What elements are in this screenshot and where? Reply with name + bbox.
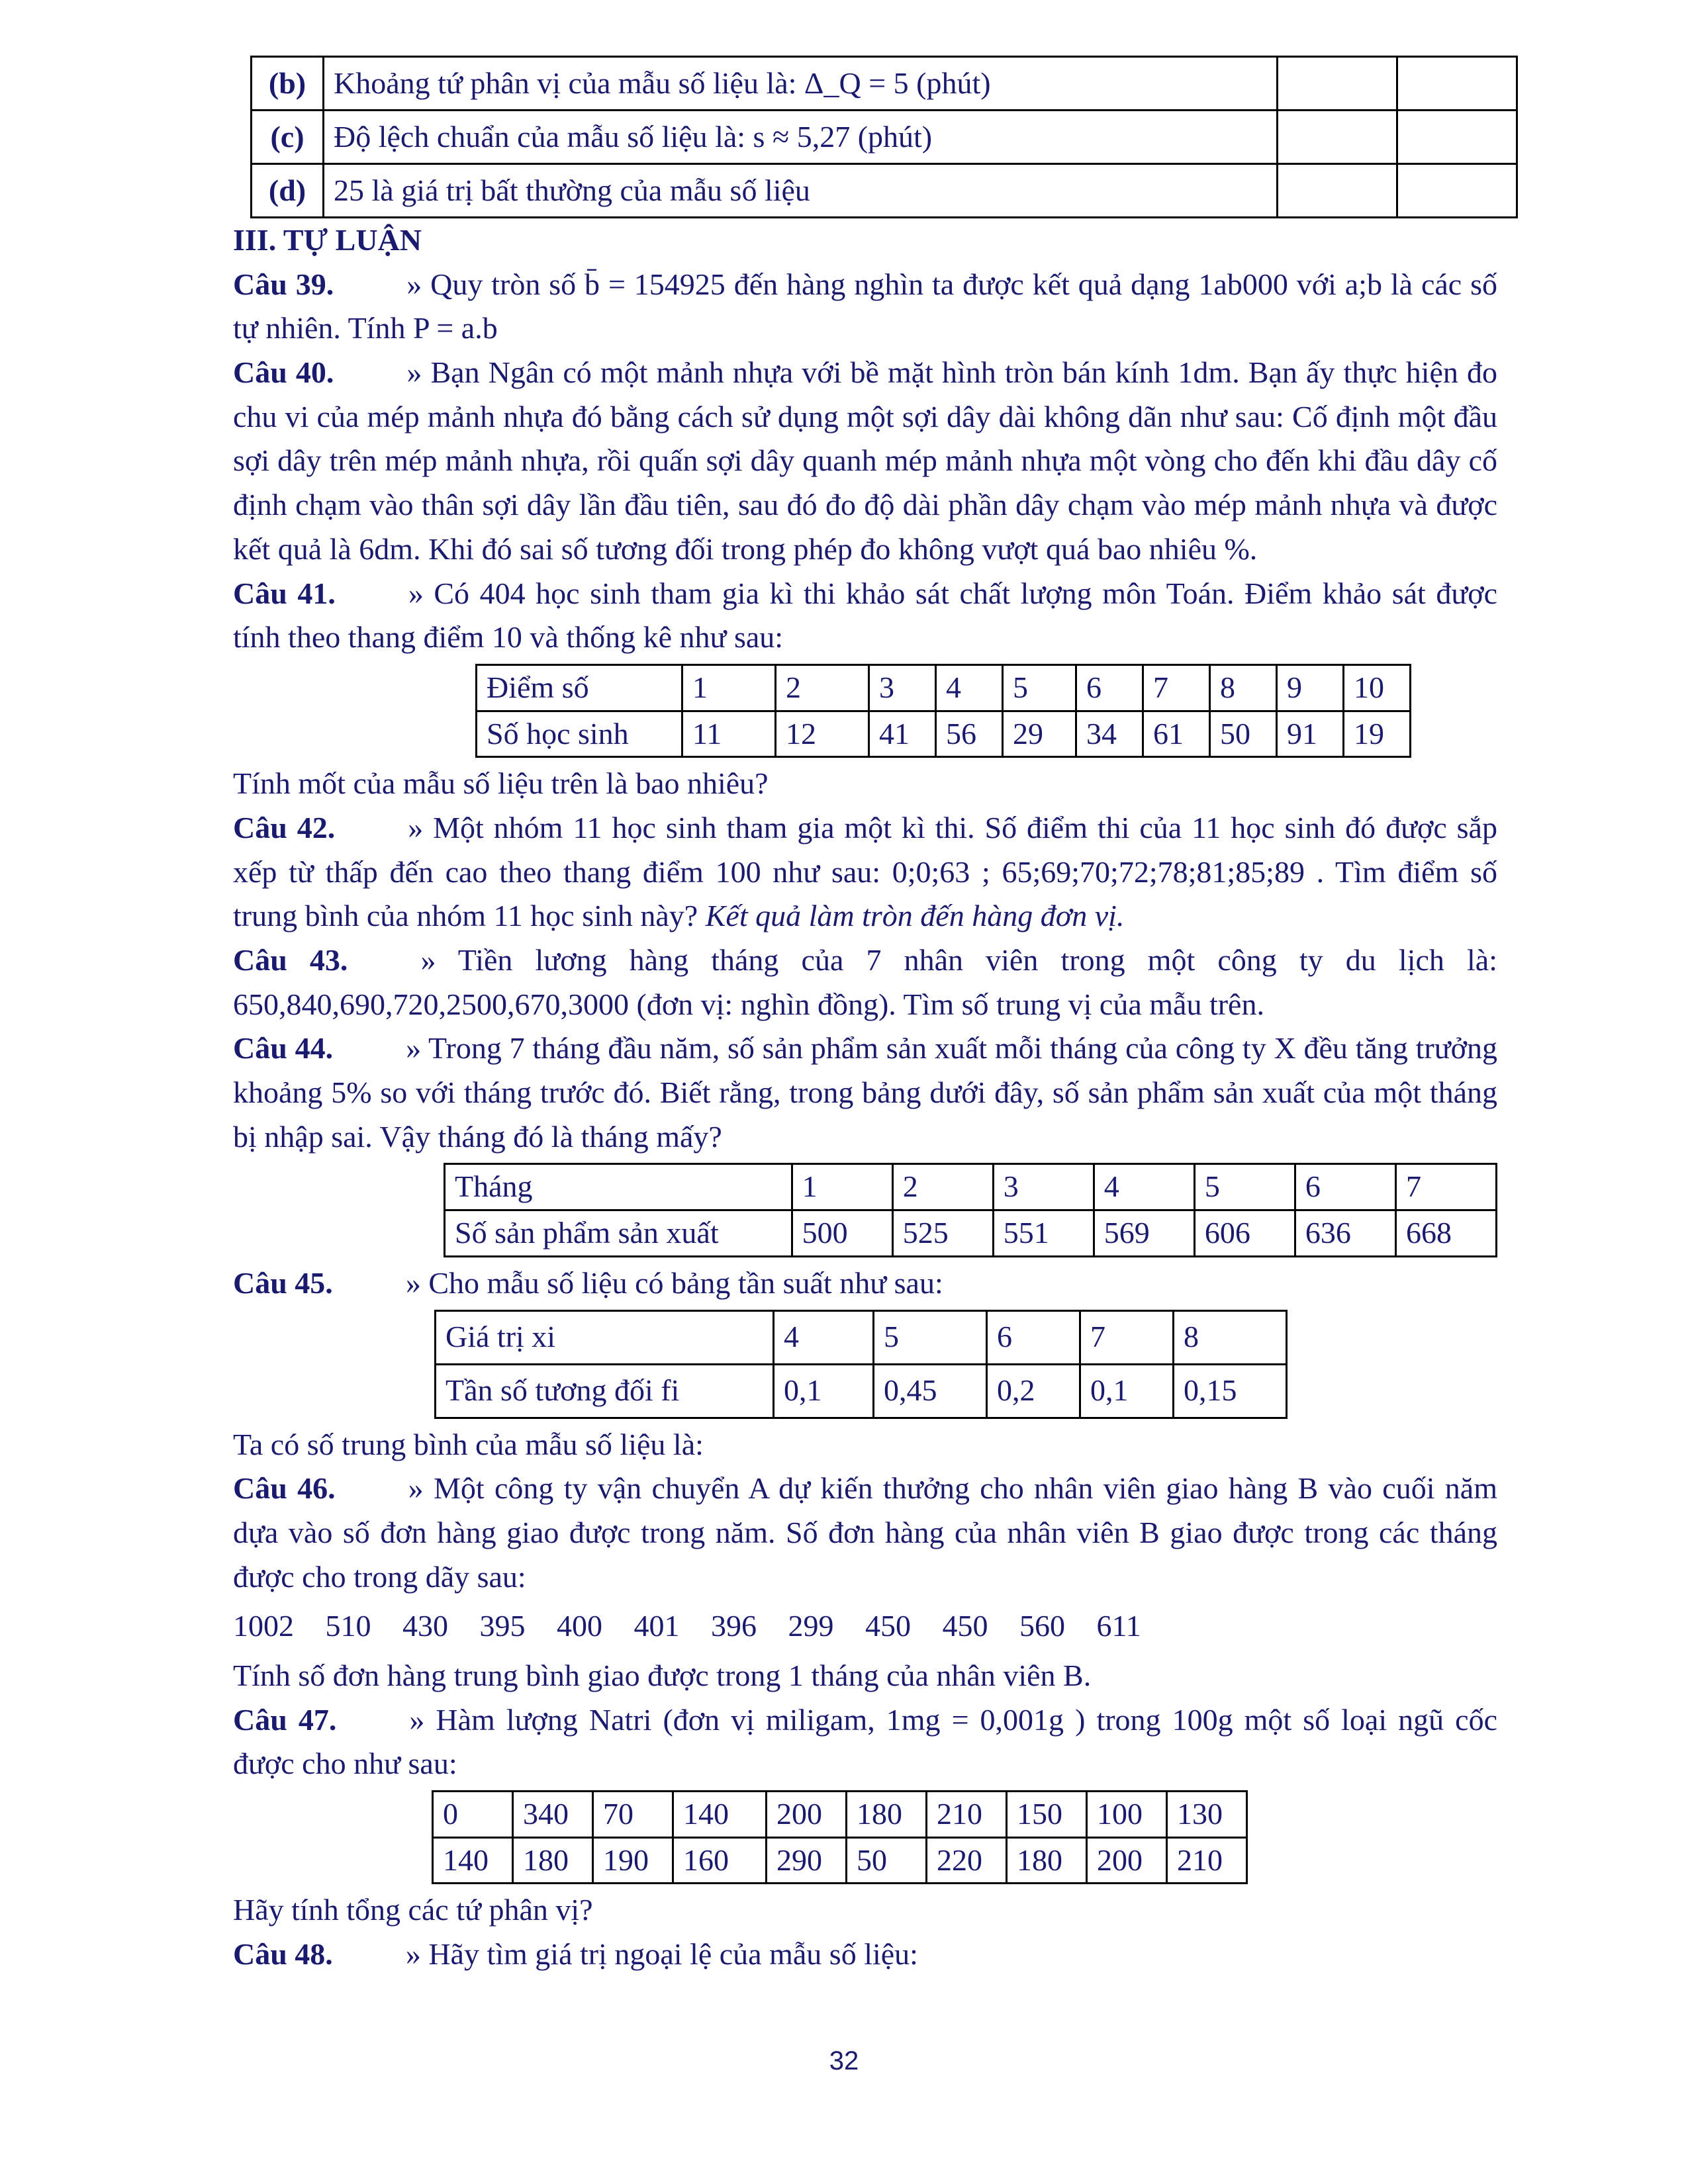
question-followup: Tính mốt của mẫu số liệu trên là bao nhiêu?: [233, 766, 769, 801]
table-cell: 12: [776, 711, 869, 757]
choice-row: [252, 111, 1517, 164]
table-cell: 11: [682, 711, 776, 757]
question-number: Câu 39.: [233, 267, 334, 301]
table-cell: 56: [936, 711, 1003, 757]
question-number: Câu 46.: [233, 1471, 336, 1506]
table-cell: 41: [869, 711, 936, 757]
table-cell: 0,2: [987, 1364, 1080, 1418]
table-cell: 668: [1395, 1210, 1496, 1257]
table-cell: 5: [1003, 664, 1076, 711]
table-cell: 200: [767, 1792, 847, 1838]
section-title: III. TỰ LUẬN: [233, 223, 422, 257]
table-cell: 19: [1344, 711, 1411, 757]
table-cell: 200: [1087, 1837, 1167, 1884]
table-cell: 8: [1210, 664, 1277, 711]
question-44: [233, 1026, 1497, 1159]
choice-text: Độ lệch chuẩn của mẫu số liệu là: s ≈ 5,27 (phút): [324, 111, 1278, 164]
table-cell: 2: [776, 664, 869, 711]
choice-label: (d): [252, 164, 324, 218]
table-cell: 500: [792, 1210, 892, 1257]
page-number: 32: [829, 2046, 859, 2075]
question-48: [233, 1933, 1497, 1977]
question-text: » Có 404 học sinh tham gia kì thi khảo sát chất lượng môn Toán. Điểm khảo sát được tính theo thang điểm 10 và thống kê như sau:: [233, 576, 1497, 655]
table-cell: 150: [1007, 1792, 1087, 1838]
table-cell: 180: [513, 1837, 593, 1884]
table-cell: 290: [767, 1837, 847, 1884]
choice-label: (b): [252, 57, 324, 111]
question-43: [233, 938, 1497, 1026]
table-cell: 91: [1277, 711, 1344, 757]
question-note: Kết quả làm tròn đến hàng đơn vị.: [705, 899, 1125, 933]
question-text: » Quy tròn số b̄ = 154925 đến hàng nghìn ta được kết quả dạng 1ab000 với a;b là các số tự nhiên. Tính P = a.b: [233, 267, 1498, 345]
table-row: [433, 1837, 1247, 1884]
table-cell: 1: [792, 1164, 892, 1210]
table-cell: 100: [1087, 1792, 1167, 1838]
table-cell: 8: [1174, 1310, 1287, 1364]
choices-table: [250, 56, 1518, 218]
question-text: » Trong 7 tháng đầu năm, số sản phẩm sản xuất mỗi tháng của công ty X đều tăng trưởng khoảng 5% so với tháng trước đó. Biết rằng, trong bảng dưới đây, số sản phẩm sản xuất của một tháng bị nhập sai. Vậy tháng đó là tháng mấy?: [233, 1031, 1497, 1154]
question-followup: Tính số đơn hàng trung bình giao được trong 1 tháng của nhân viên B.: [233, 1658, 1092, 1692]
table-cell: 3: [869, 664, 936, 711]
question-followup: Ta có số trung bình của mẫu số liệu là:: [233, 1427, 704, 1461]
order-sequence: 1002 510 430 395 400 401 396 299 450 450 560 611: [233, 1609, 1141, 1643]
choice-text: 25 là giá trị bất thường của mẫu số liệu: [324, 164, 1278, 218]
question-41: [233, 572, 1497, 660]
table-cell: Tháng: [445, 1164, 792, 1210]
table-cell: 29: [1003, 711, 1076, 757]
table-row: [445, 1210, 1497, 1257]
table-row: [477, 664, 1411, 711]
question-text: » Hãy tìm giá trị ngoại lệ của mẫu số liệu:: [405, 1937, 918, 1972]
question-47: [233, 1698, 1497, 1786]
table-cell: 0,15: [1174, 1364, 1287, 1418]
table-cell: 0,45: [874, 1364, 987, 1418]
production-table: [444, 1163, 1497, 1257]
question-text: » Một nhóm 11 học sinh tham gia một kì thi. Số điểm thi của 11 học sinh đó được sắp xếp từ thấp đến cao theo thang điểm 100 như sau: 0;0;63 ; 65;69;70;72;78;81;85;89 . Tìm điểm số trung bình của nhóm 11 học sinh này?: [233, 810, 1497, 933]
table-cell: 5: [874, 1310, 987, 1364]
question-39: [233, 263, 1497, 351]
table-cell: 140: [433, 1837, 513, 1884]
table-cell: Giá trị xi: [436, 1310, 774, 1364]
table-cell: 70: [593, 1792, 673, 1838]
choice-row: [252, 164, 1517, 218]
table-cell: 4: [774, 1310, 874, 1364]
table-cell: 180: [847, 1792, 927, 1838]
table-cell: 3: [993, 1164, 1094, 1210]
table-cell: 140: [673, 1792, 767, 1838]
question-number: Câu 45.: [233, 1265, 333, 1300]
table-cell: 7: [1143, 664, 1210, 711]
table-cell: 160: [673, 1837, 767, 1884]
table-cell: 180: [1007, 1837, 1087, 1884]
table-cell: 220: [927, 1837, 1007, 1884]
choice-false-box[interactable]: [1397, 164, 1517, 218]
table-row: [433, 1792, 1247, 1838]
table-cell: 606: [1194, 1210, 1295, 1257]
choice-true-box[interactable]: [1278, 57, 1397, 111]
question-text: » Bạn Ngân có một mảnh nhựa với bề mặt hình tròn bán kính 1dm. Bạn ấy thực hiện đo chu vi của mép mảnh nhựa đó bằng cách sử dụng một sợi dây dài không dãn như sau: Cố định một đầu sợi dây trên mép mảnh nhựa, rồi quấn sợi dây quanh mép mảnh nhựa một vòng cho đến khi đầu dây cố định chạm vào thân sợi dây lần đầu tiên, sau đó đo độ dài phần dây chạm vào mép mảnh nhựa và được kết quả là 6dm. Khi đó sai số tương đối trong phép đo không vượt quá bao nhiêu %.: [233, 355, 1497, 566]
table-cell: 525: [892, 1210, 993, 1257]
table-cell: 130: [1167, 1792, 1247, 1838]
question-40: [233, 351, 1497, 571]
table-cell: 9: [1277, 664, 1344, 711]
table-cell: 551: [993, 1210, 1094, 1257]
question-followup: Hãy tính tổng các tứ phân vị?: [233, 1893, 593, 1927]
table-cell: 636: [1295, 1210, 1395, 1257]
question-number: Câu 40.: [233, 355, 334, 390]
choice-row: [252, 57, 1517, 111]
table-row: [477, 711, 1411, 757]
table-cell: Điểm số: [477, 664, 682, 711]
table-cell: 569: [1094, 1210, 1194, 1257]
choice-label: (c): [252, 111, 324, 164]
question-45: [233, 1261, 1497, 1306]
table-cell: 340: [513, 1792, 593, 1838]
table-cell: 0,1: [1080, 1364, 1174, 1418]
table-cell: 6: [1295, 1164, 1395, 1210]
table-cell: 210: [927, 1792, 1007, 1838]
table-cell: 50: [847, 1837, 927, 1884]
table-cell: 7: [1395, 1164, 1496, 1210]
table-cell: 6: [987, 1310, 1080, 1364]
choice-true-box[interactable]: [1278, 164, 1397, 218]
table-cell: 34: [1076, 711, 1143, 757]
question-text: » Tiền lương hàng tháng của 7 nhân viên trong một công ty du lịch là: 650,840,690,720,2500,670,3000 (đơn vị: nghìn đồng). Tìm số trung vị của mẫu trên.: [233, 943, 1497, 1021]
question-text: » Hàm lượng Natri (đơn vị miligam, 1mg = 0,001g ) trong 100g một số loại ngũ cốc được cho như sau:: [233, 1702, 1497, 1781]
question-46: [233, 1467, 1497, 1599]
table-cell: 0: [433, 1792, 513, 1838]
choice-true-box[interactable]: [1278, 111, 1397, 164]
question-number: Câu 47.: [233, 1702, 337, 1737]
choice-false-box[interactable]: [1397, 57, 1517, 111]
table-cell: 5: [1194, 1164, 1295, 1210]
table-cell: 2: [892, 1164, 993, 1210]
page: [233, 56, 1497, 1977]
table-cell: 50: [1210, 711, 1277, 757]
table-cell: 6: [1076, 664, 1143, 711]
table-cell: 61: [1143, 711, 1210, 757]
table-cell: 0,1: [774, 1364, 874, 1418]
table-cell: 10: [1344, 664, 1411, 711]
question-number: Câu 41.: [233, 576, 336, 610]
frequency-table: [434, 1310, 1288, 1419]
table-cell: 1: [682, 664, 776, 711]
table-cell: 4: [936, 664, 1003, 711]
question-number: Câu 44.: [233, 1031, 334, 1066]
choice-text: Khoảng tứ phân vị của mẫu số liệu là: Δ_Q = 5 (phút): [324, 57, 1278, 111]
question-number: Câu 48.: [233, 1937, 333, 1972]
question-42: [233, 806, 1497, 938]
table-row: [436, 1310, 1287, 1364]
choice-false-box[interactable]: [1397, 111, 1517, 164]
table-cell: 190: [593, 1837, 673, 1884]
table-row: [445, 1164, 1497, 1210]
table-cell: Số học sinh: [477, 711, 682, 757]
question-text: » Cho mẫu số liệu có bảng tần suất như sau:: [405, 1265, 943, 1300]
table-cell: 4: [1094, 1164, 1194, 1210]
table-row: [436, 1364, 1287, 1418]
table-cell: 210: [1167, 1837, 1247, 1884]
table-cell: 7: [1080, 1310, 1174, 1364]
table-cell: Tần số tương đối fi: [436, 1364, 774, 1418]
sodium-table: [432, 1790, 1248, 1884]
question-text: » Một công ty vận chuyển A dự kiến thưởng cho nhân viên giao hàng B vào cuối năm dựa vào số đơn hàng giao được trong năm. Số đơn hàng của nhân viên B giao được trong các tháng được cho trong dãy sau:: [233, 1471, 1497, 1594]
score-table: [475, 664, 1411, 758]
table-cell: Số sản phẩm sản xuất: [445, 1210, 792, 1257]
question-number: Câu 43.: [233, 943, 348, 977]
question-number: Câu 42.: [233, 810, 336, 844]
